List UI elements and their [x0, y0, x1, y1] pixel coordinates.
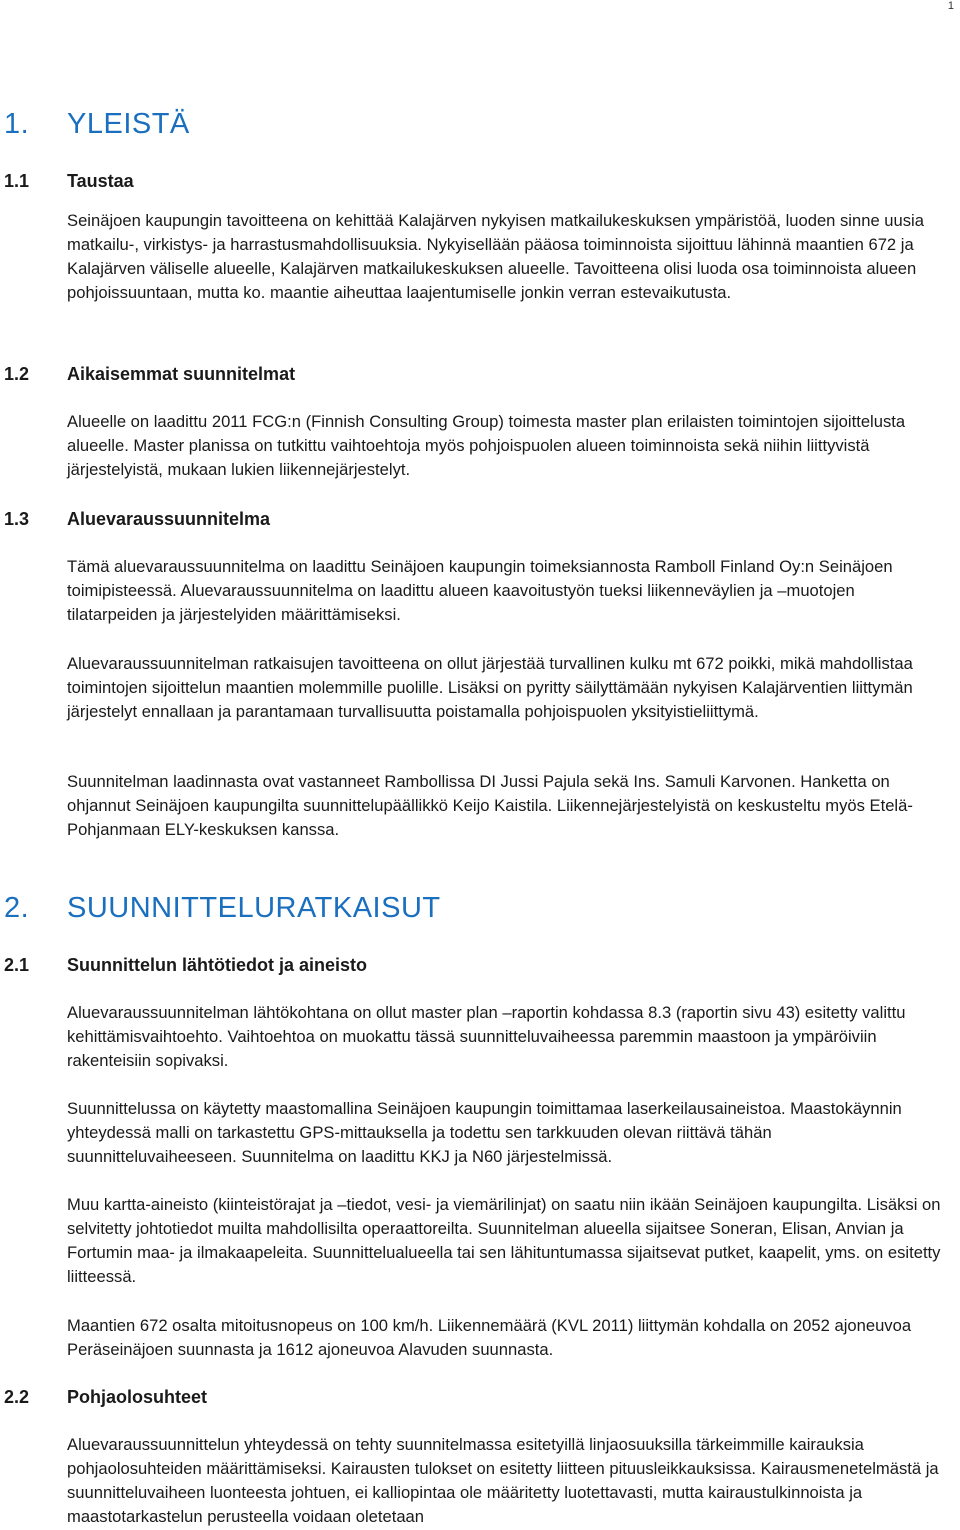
chapter-1-title: YLEISTÄ	[67, 108, 190, 140]
section-2-2-number: 2.2	[4, 1387, 30, 1407]
section-2-1-paragraph-4: Maantien 672 osalta mitoitusnopeus on 100 km/h. Liikennemäärä (KVL 2011) liittymän kohdalla on 2052 ajoneuvoa Peräseinäjoen suunnasta ja 1612 ajoneuvoa Alavuden suunnasta.	[67, 1316, 912, 1359]
section-2-1-number: 2.1	[4, 955, 30, 975]
section-1-3-number: 1.3	[4, 509, 30, 529]
section-2-1-title: Suunnittelun lähtötiedot ja aineisto	[67, 955, 367, 975]
section-1-1-title: Taustaa	[67, 171, 134, 191]
section-2-1-paragraph-3: Muu kartta-aineisto (kiinteistörajat ja –tiedot, vesi- ja viemärilinjat) on saatu niin ikään Seinäjoen kaupungilta. Lisäksi on selvitetty johtotiedot muilta mahdollisilta operaattoreilta. Suunnitelman alueella sijaitsee Soneran, Elisan, Anvian ja Fortumin maa- ja ilmakaapeleita. Suunnittelualueella tai sen lähituntumassa sijaitsevat putket, kaapelit, yms. on esitetty liitteessä.	[67, 1195, 941, 1286]
section-1-3-title: Aluevaraussuunnitelma	[67, 509, 271, 529]
section-1-2-title: Aikaisemmat suunnitelmat	[67, 364, 296, 384]
section-2-2-paragraph-1: Aluevaraussuunnittelun yhteydessä on tehty suunnitelmassa esitetyillä linjaosuuksilla tärkeimmille kairauksia pohjaolosuhteiden määrittämiseksi. Kairausten tulokset on esitetty liitteen pituusleikkauksissa. Kairausmenetelmästä ja suunnitteluvaiheen luonteesta johtuen, ei kalliopintaa ole määritetty luotettavasti, mutta kairaustulkinnoista ja maastotarkastelun perusteella voidaan oletetaan	[67, 1435, 939, 1526]
chapter-2-number: 2.	[4, 892, 30, 924]
section-1-3-paragraph-1: Tämä aluevaraussuunnitelma on laadittu Seinäjoen kaupungin toimeksiannosta Ramboll Finland Oy:n Seinäjoen toimipisteessä. Aluevaraussuunnitelma on laadittu alueen kaavoitustyön tueksi liikenneväylien ja –muotojen tilatarpeiden ja järjestelyiden määrittämiseksi.	[67, 557, 893, 624]
chapter-2-title: SUUNNITTELURATKAISUT	[67, 892, 441, 924]
section-1-1-number: 1.1	[4, 171, 30, 191]
section-1-3-heading	[4, 509, 270, 530]
section-2-2-title: Pohjaolosuhteet	[67, 1387, 208, 1407]
section-1-1-paragraph-1: Seinäjoen kaupungin tavoitteena on kehittää Kalajärven nykyisen matkailukeskuksen ympäristöä, luoden sinne uusia matkailu-, virkistys- ja harrastusmahdollisuuksia. Nykyisellään pääosa toiminnoista sijoittuu lähinnä maantien 672 ja Kalajärven väliselle alueelle, Kalajärven matkailukeskuksen alueelle. Tavoitteena olisi luoda osa toiminnoista alueen pohjoissuuntaan, mutta ko. maantie aiheuttaa laajentumiselle jonkin verran estevaikutusta.	[67, 211, 924, 302]
section-2-1-paragraph-1: Aluevaraussuunnitelman lähtökohtana on ollut master plan –raportin kohdassa 8.3 (raportin sivu 43) esitetty valittu kehittämisvaihtoehto. Vaihtoehtoa on muokattu tässä suunnitteluvaiheessa paremmin maastoon ja ympäröiviin rakenteisiin sopivaksi.	[67, 1003, 906, 1070]
section-2-1-paragraph-2: Suunnittelussa on käytetty maastomallina Seinäjoen kaupungin toimittamaa laserkeilausaineistoa. Maastokäynnin yhteydessä malli on tarkastettu GPS-mittauksella ja todettu sen tarkkuuden olevan riittävä tähän suunnitteluvaiheeseen. Suunnitelma on laadittu KKJ ja N60 järjestelmissä.	[67, 1099, 902, 1166]
section-1-2-number: 1.2	[4, 364, 30, 384]
page-number: 1	[947, 0, 954, 12]
chapter-1-heading	[4, 108, 190, 141]
section-1-2-heading	[4, 364, 295, 385]
chapter-1-number: 1.	[4, 108, 30, 140]
section-1-1-heading	[4, 171, 134, 192]
section-2-2-heading	[4, 1387, 207, 1408]
section-1-2-paragraph-1: Alueelle on laadittu 2011 FCG:n (Finnish Consulting Group) toimesta master plan erilaisten toimintojen sijoittelusta alueelle. Master planissa on tutkittu vaihtoehtoja myös pohjoispuolen alueen toiminnoista sekä niihin liittyvistä järjestelyistä, mukaan lukien liikennejärjestelyt.	[67, 412, 906, 479]
section-2-1-heading	[4, 955, 367, 976]
section-1-3-paragraph-2: Aluevaraussuunnitelman ratkaisujen tavoitteena on ollut järjestää turvallinen kulku mt 672 poikki, mikä mahdollistaa toimintojen sijoittelun maantien molemmille puolille. Lisäksi on pyritty säilyttämään nykyisen Kalajärventien liittymän järjestelyt ennallaan ja parantamaan turvallisuutta poistamalla pohjoispuolen yksityistieliittymä.	[67, 654, 913, 721]
chapter-2-heading	[4, 892, 441, 925]
section-1-3-paragraph-3: Suunnitelman laadinnasta ovat vastanneet Rambollissa DI Jussi Pajula sekä Ins. Samuli Karvonen. Hanketta on ohjannut Seinäjoen kaupungilta suunnittelupäällikkö Keijo Kaistila. Liikennejärjestelyistä on keskusteltu myös Etelä-Pohjanmaan ELY-keskuksen kanssa.	[67, 772, 913, 839]
